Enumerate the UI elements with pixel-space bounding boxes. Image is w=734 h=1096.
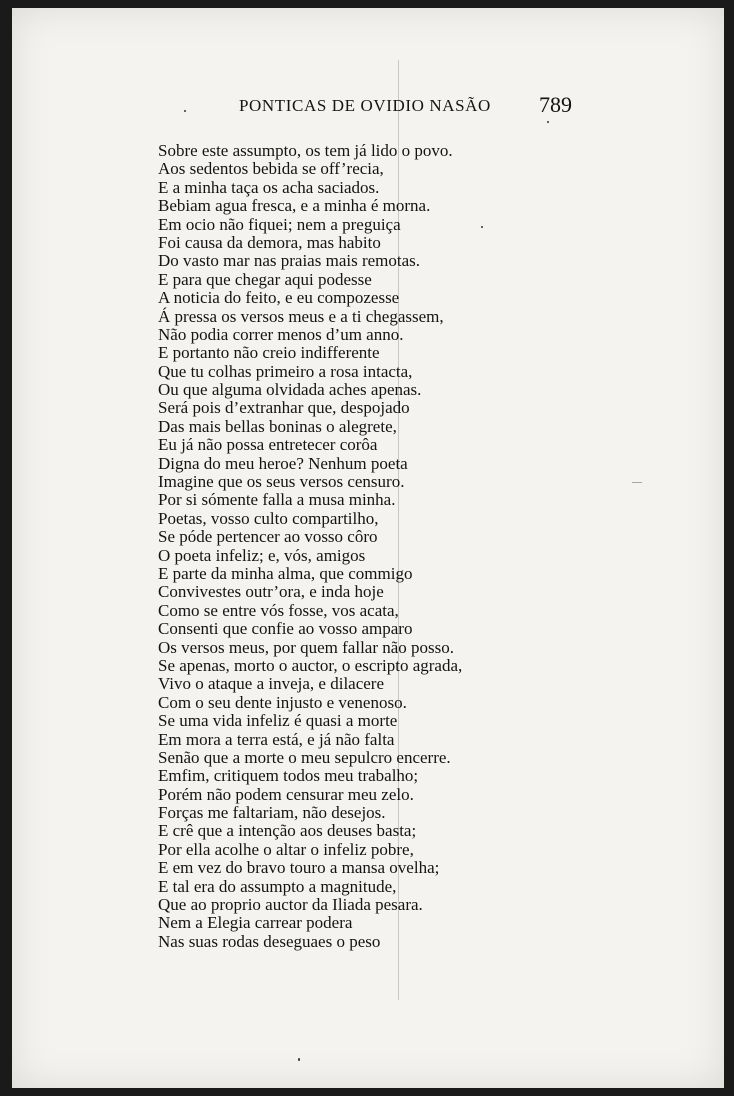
verse-line: Porém não podem censurar meu zelo. [158,784,414,804]
verse-line: Por ella acolhe o altar o infeliz pobre, [158,839,414,859]
verse-line: Á pressa os versos meus e a ti chegassem, [158,306,444,326]
verse-line: Forças me faltariam, não desejos. [158,803,386,823]
verse-line: Aos sedentos bebida se off’recia, [158,159,384,179]
verse-line: Sobre este assumpto, os tem já lido o povo. [158,141,453,160]
verse-line: Senão que a morte o meu sepulcro encerre. [158,747,451,767]
verse-line: Em ocio não fiquei; nem a preguiça [158,214,401,234]
running-head [0,92,734,120]
verse-line: Em mora a terra está, e já não falta [158,729,395,749]
verse-line: E a minha taça os acha saciados. [158,177,380,197]
verse-line: Eu já não possa entretecer corôa [158,435,378,455]
verse-line: Será pois d’extranhar que, despojado [158,398,410,418]
verse-line: E em vez do bravo touro a mansa ovelha; [158,858,440,878]
verse-line: E portanto não creio indifferente [158,343,380,363]
running-head-title: PONTICAS DE OVIDIO NASÃO [239,96,491,115]
verse-line: O poeta infeliz; e, vós, amigos [158,545,366,565]
verse-line: Consenti que confie ao vosso amparo [158,619,413,639]
verse-line: E parte da minha alma, que commigo [158,563,413,583]
verse-line: Os versos meus, por quem fallar não posso. [158,637,455,657]
paper-speck [547,121,549,123]
verse-line: E crê que a intenção aos deuses basta; [158,821,417,841]
verse-line: A noticia do feito, e eu compozesse [158,288,400,308]
verse-line: E para que chegar aqui podesse [158,269,372,289]
poem-text [158,142,658,951]
verse-line: Por si sómente falla a musa minha. [158,490,396,510]
verse-line: Das mais bellas boninas o alegrete, [158,416,397,436]
verse-line: Com o seu dente injusto e venenoso. [158,692,407,712]
verse-line: Se póde pertencer ao vosso côro [158,527,378,547]
verse-line: Nem a Elegia carrear podera [158,913,353,933]
paper-speck [481,226,483,228]
verse-line: Que ao proprio auctor da Iliada pesara. [158,895,423,915]
paper-speck [184,110,186,112]
verse-line: Se uma vida infeliz é quasi a morte [158,711,398,731]
verse-line: E tal era do assumpto a magnitude, [158,876,397,896]
page-number: 789 [539,92,572,117]
paper-speck [632,482,642,483]
verse-line: Vivo o ataque a inveja, e dilacere [158,674,385,694]
verse-line: Não podia correr menos d’um anno. [158,324,404,344]
verse-line: Do vasto mar nas praias mais remotas. [158,251,421,271]
verse-line: Ou que alguma olvidada aches apenas. [158,380,422,400]
paper-speck [298,1058,300,1061]
verse-line: Digna do meu heroe? Nenhum poeta [158,453,408,473]
verse-line: Convivestes outr’ora, e inda hoje [158,582,384,602]
verse-line: Imagine que os seus versos censuro. [158,472,405,492]
verse-line: Como se entre vós fosse, vos acata, [158,600,399,620]
verse-line: Foi causa da demora, mas habito [158,232,381,252]
verse-line: Se apenas, morto o auctor, o escripto agrada, [158,655,463,675]
verse-line: Bebiam agua fresca, e a minha é morna. [158,196,431,216]
verse-line: Nas suas rodas deseguaes o peso [158,931,381,951]
verse-line: Que tu colhas primeiro a rosa intacta, [158,361,413,381]
verse-line: Poetas, vosso culto compartilho, [158,508,379,528]
verse-line: Emfim, critiquem todos meu trabalho; [158,766,419,786]
